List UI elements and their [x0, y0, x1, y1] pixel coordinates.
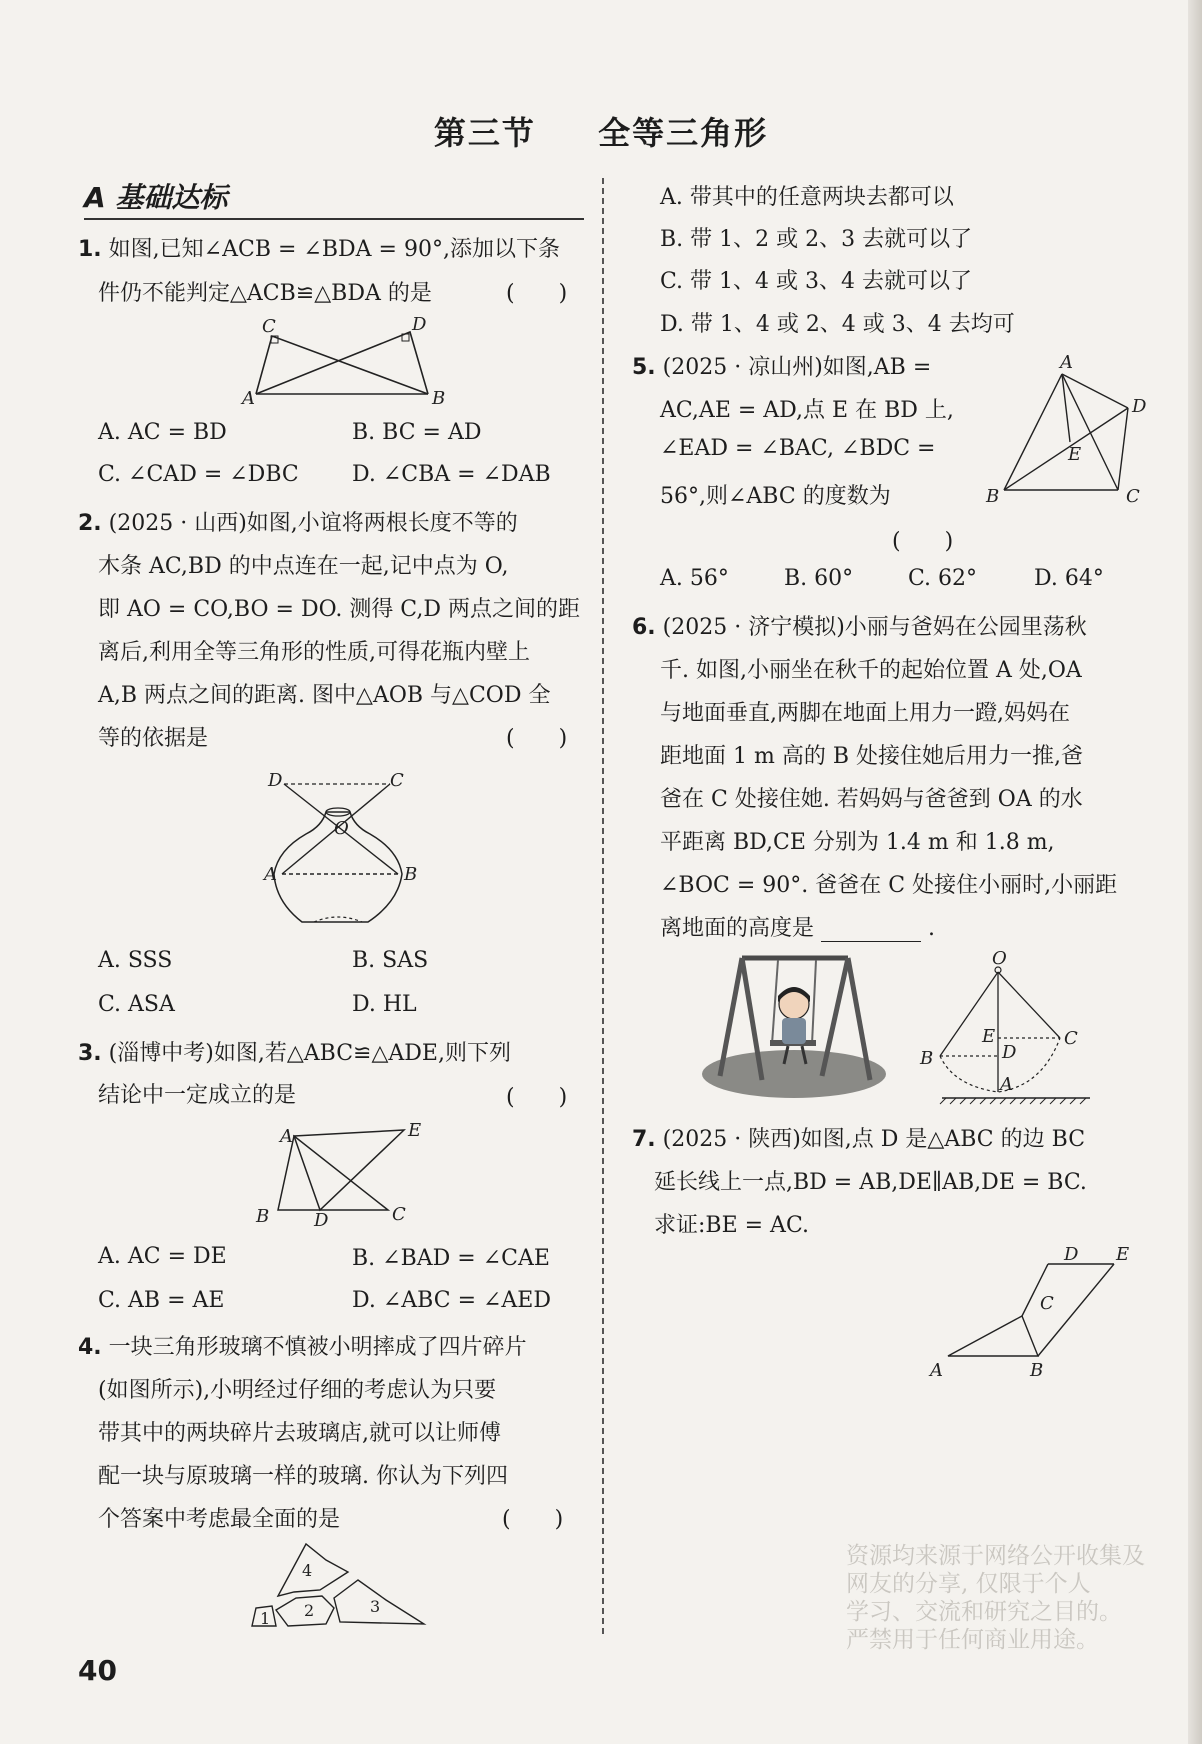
q1-figure: [240, 314, 460, 408]
q1-label-C: C: [262, 316, 276, 337]
q4-answer-paren[interactable]: ( ): [502, 1507, 564, 1532]
q5-line2: AC,AE = AD,点 E 在 BD 上,: [660, 398, 954, 423]
q2-line1: (2025 · 山西)如图,小谊将两根长度不等的: [108, 511, 518, 536]
q1-option-b[interactable]: B. BC = AD: [352, 420, 482, 445]
q1-option-a[interactable]: A. AC = BD: [98, 420, 227, 445]
q7-line1: (2025 · 陕西)如图,点 D 是△ABC 的边 BC: [662, 1127, 1086, 1152]
section-header-text: A 基础达标: [84, 181, 228, 214]
q1-option-d[interactable]: D. ∠CBA = ∠DAB: [352, 462, 551, 487]
q3-option-d[interactable]: D. ∠ABC = ∠AED: [352, 1288, 552, 1313]
q4-line2: (如图所示),小明经过仔细的考虑认为只要: [98, 1378, 497, 1403]
q7-label-E: E: [1116, 1244, 1130, 1265]
q7-line3: 求证:BE = AC.: [654, 1213, 809, 1238]
q4-option-b[interactable]: B. 带 1、2 或 2、3 去就可以了: [660, 227, 973, 252]
q4-line5: 个答案中考虑最全面的是: [98, 1507, 341, 1532]
q1-option-c[interactable]: C. ∠CAD = ∠DBC: [98, 462, 299, 487]
q6-line7: ∠BOC = 90°. 爸爸在 C 处接住小丽时,小丽距: [660, 873, 1118, 898]
q3-label-C: C: [392, 1204, 406, 1225]
q5-option-b[interactable]: B. 60°: [784, 566, 854, 591]
q2-option-d[interactable]: D. HL: [352, 992, 417, 1017]
q6-number: 6.: [632, 615, 656, 640]
q4-option-d[interactable]: D. 带 1、4 或 2、4 或 3、4 去均可: [660, 312, 1015, 337]
q2-answer-paren[interactable]: ( ): [506, 726, 568, 751]
page-title: [0, 108, 1202, 154]
q6-line6: 平距离 BD,CE 分别为 1.4 m 和 1.8 m,: [660, 830, 1055, 855]
q2-line2: 木条 AC,BD 的中点连在一起,记中点为 O,: [98, 554, 509, 579]
q4-piece-3: 3: [370, 1597, 381, 1616]
q3-option-c[interactable]: C. AB = AE: [98, 1288, 225, 1313]
q3-option-b[interactable]: B. ∠BAD = ∠CAE: [352, 1246, 550, 1271]
q6-line5: 爸在 C 处接住她. 若妈妈与爸爸到 OA 的水: [660, 787, 1083, 812]
q5-option-d[interactable]: D. 64°: [1034, 566, 1104, 591]
q6-label-D: D: [1002, 1042, 1017, 1063]
q1-line1: 如图,已知∠ACB = ∠BDA = 90°,添加以下条: [108, 237, 560, 262]
q7-line2: 延长线上一点,BD = AB,DE∥AB,DE = BC.: [654, 1170, 1087, 1195]
q5-label-E: E: [1068, 444, 1082, 465]
title-part2: 全等三角形: [598, 114, 769, 152]
q2-label-B: B: [404, 864, 418, 885]
q6-line8: 离地面的高度是: [660, 916, 815, 941]
page-edge: [1188, 0, 1202, 1744]
q4-option-a[interactable]: A. 带其中的任意两块去都可以: [660, 185, 954, 210]
q3-label-A: A: [280, 1126, 293, 1147]
q7-number: 7.: [632, 1127, 656, 1152]
q3-label-E: E: [408, 1120, 422, 1141]
q6-diagram: [914, 948, 1102, 1104]
q5-figure: [978, 350, 1148, 510]
q4-line1: 一块三角形玻璃不慎被小明摔成了四片碎片: [108, 1335, 527, 1360]
q7-label-A: A: [930, 1360, 943, 1381]
q2-option-b[interactable]: B. SAS: [352, 948, 429, 973]
watermark: [846, 1542, 1145, 1654]
column-divider: [602, 178, 604, 1634]
page-number: 40: [78, 1654, 117, 1687]
q1-number: 1.: [78, 237, 102, 262]
q4-piece-2: 2: [304, 1601, 315, 1620]
q6-label-B: B: [920, 1048, 934, 1069]
q3-label-D: D: [314, 1210, 329, 1231]
q1-answer-paren[interactable]: ( ): [506, 281, 568, 306]
q2-label-D: D: [268, 770, 283, 791]
q5-label-D: D: [1132, 396, 1147, 417]
q2-option-a[interactable]: A. SSS: [98, 948, 173, 973]
q6-label-E: E: [982, 1026, 996, 1047]
q3-figure: [252, 1120, 442, 1231]
watermark-line4: 严禁用于任何商业用途。: [846, 1627, 1099, 1653]
q5-line3: ∠EAD = ∠BAC, ∠BDC =: [660, 436, 936, 461]
q2-label-A: A: [264, 864, 277, 885]
q2-label-C: C: [390, 770, 404, 791]
q3-line1: (淄博中考)如图,若△ABC≌△ADE,则下列: [108, 1041, 511, 1066]
title-part1: 第三节: [433, 114, 536, 152]
q6-line3: 与地面垂直,两脚在地面上用力一蹬,妈妈在: [660, 701, 1070, 726]
q3-number: 3.: [78, 1041, 102, 1066]
q1-label-B: B: [432, 388, 446, 409]
q4-line4: 配一块与原玻璃一样的玻璃. 你认为下列四: [98, 1464, 508, 1489]
q5-label-A: A: [1060, 352, 1073, 373]
q2-line4: 离后,利用全等三角形的性质,可得花瓶内壁上: [98, 640, 530, 665]
q6-line4: 距地面 1 m 高的 B 处接住她后用力一推,爸: [660, 744, 1083, 769]
q5-option-c[interactable]: C. 62°: [908, 566, 978, 591]
q4-figure: [244, 1540, 434, 1632]
q3-answer-paren[interactable]: ( ): [506, 1085, 568, 1110]
q5-line4: 56°,则∠ABC 的度数为: [660, 484, 891, 509]
q7-figure: [926, 1244, 1130, 1382]
q6-line2: 千. 如图,小丽坐在秋千的起始位置 A 处,OA: [660, 658, 1082, 683]
q2-line3: 即 AO = CO,BO = DO. 测得 C,D 两点之间的距: [98, 597, 580, 622]
q1-label-A: A: [242, 388, 255, 409]
q4-option-c[interactable]: C. 带 1、4 或 3、4 去就可以了: [660, 269, 972, 294]
q6-line8-tail: .: [928, 916, 936, 941]
q2-label-O: O: [334, 818, 349, 839]
q5-option-a[interactable]: A. 56°: [660, 566, 729, 591]
q4-piece-1: 1: [260, 1609, 271, 1628]
q2-line6: 等的依据是: [98, 726, 209, 751]
q1-line2: 件仍不能判定△ACB≌△BDA 的是: [98, 281, 432, 306]
q5-line1: (2025 · 凉山州)如图,AB =: [662, 355, 932, 380]
q7-label-C: C: [1040, 1293, 1054, 1314]
q7-label-B: B: [1030, 1360, 1044, 1381]
q6-line1: (2025 · 济宁模拟)小丽与爸妈在公园里荡秋: [662, 615, 1087, 640]
q6-label-C: C: [1064, 1028, 1078, 1049]
q4-line3: 带其中的两块碎片去玻璃店,就可以让师傅: [98, 1421, 501, 1446]
q6-answer-blank[interactable]: [821, 919, 921, 942]
q5-answer-paren[interactable]: ( ): [892, 529, 954, 554]
q2-number: 2.: [78, 511, 102, 536]
q3-label-B: B: [256, 1206, 270, 1227]
q2-line5: A,B 两点之间的距离. 图中△AOB 与△COD 全: [98, 683, 551, 708]
watermark-line3: 学习、交流和研究之目的。: [846, 1599, 1122, 1625]
q6-label-A: A: [1000, 1074, 1013, 1095]
q2-figure: [262, 762, 422, 934]
q3-line2: 结论中一定成立的是: [98, 1083, 297, 1108]
q5-label-C: C: [1126, 486, 1140, 507]
q5-label-B: B: [986, 486, 1000, 507]
q4-piece-4: 4: [302, 1561, 313, 1580]
q7-label-D: D: [1064, 1244, 1079, 1265]
section-header: [84, 176, 584, 220]
q4-number: 4.: [78, 1335, 102, 1360]
q6-label-O: O: [992, 948, 1007, 969]
q1-label-D: D: [412, 314, 427, 335]
q5-number: 5.: [632, 355, 656, 380]
watermark-line1: 资源均来源于网络公开收集及: [846, 1543, 1145, 1569]
watermark-line2: 网友的分享, 仅限于个人: [846, 1571, 1091, 1597]
q3-option-a[interactable]: A. AC = DE: [98, 1244, 227, 1269]
q6-swing-illustration: [698, 952, 894, 1102]
q2-option-c[interactable]: C. ASA: [98, 992, 175, 1017]
